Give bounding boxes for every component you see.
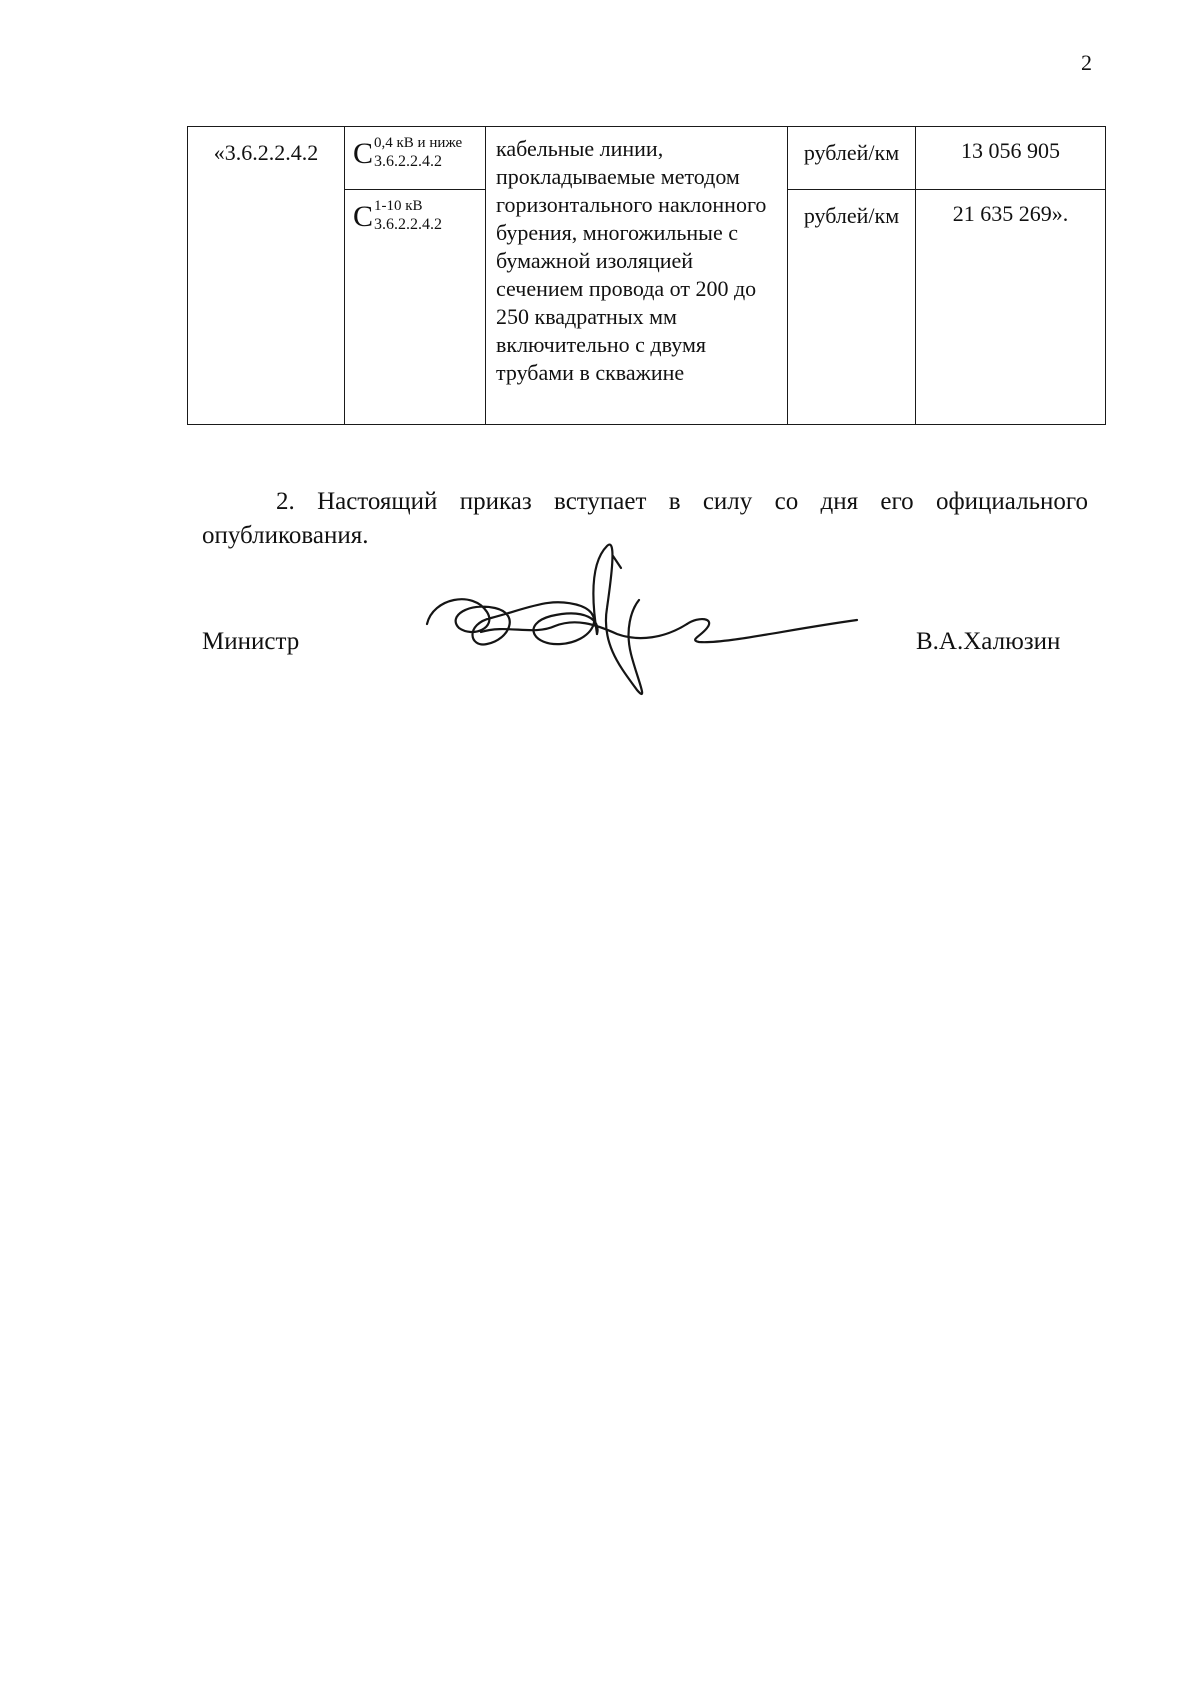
value-cell	[916, 127, 1106, 190]
table-row	[188, 127, 1106, 190]
signer-name: В.А.Халюзин	[916, 628, 1061, 655]
variable-subscript: 3.6.2.2.4.2	[374, 153, 443, 170]
variable-letter: C	[353, 137, 374, 170]
unit-label: рублей/км	[803, 203, 900, 228]
signature-block	[0, 528, 1200, 728]
page-number: 2	[1081, 50, 1092, 75]
variable-superscript: 0,4 кВ и ниже	[374, 135, 463, 151]
handwritten-signature	[425, 528, 885, 703]
item-code-cell	[188, 127, 345, 425]
variable-letter: C	[353, 200, 374, 233]
value-text: 21 635 269».	[952, 201, 1069, 226]
variable-superscript: 1-10 кВ	[374, 198, 423, 214]
unit-cell	[788, 127, 916, 190]
description-cell	[486, 127, 788, 425]
value-text: 13 056 905	[961, 138, 1060, 163]
description-text: кабельные линии, прокладываемые методом горизонтального наклонного бурения, многожильные с бумажной изоляцией сечением провода от 200 до 250 квадратных мм включительно с двумя трубами в скважине	[496, 136, 767, 385]
unit-label: рублей/км	[803, 140, 900, 165]
signer-position: Министр	[202, 628, 300, 655]
tariff-table	[187, 126, 1106, 425]
unit-cell	[788, 190, 916, 425]
variable-subscript: 3.6.2.2.4.2	[374, 216, 443, 233]
rate-variable	[353, 135, 463, 170]
value-cell	[916, 190, 1106, 425]
rate-variable	[353, 198, 443, 233]
variable-cell	[345, 127, 486, 190]
effective-date-paragraph: 2. Настоящий приказ вступает в силу со дня его официального опубликования.	[202, 488, 1088, 549]
variable-cell	[345, 190, 486, 425]
item-code: «3.6.2.2.4.2	[213, 140, 319, 165]
